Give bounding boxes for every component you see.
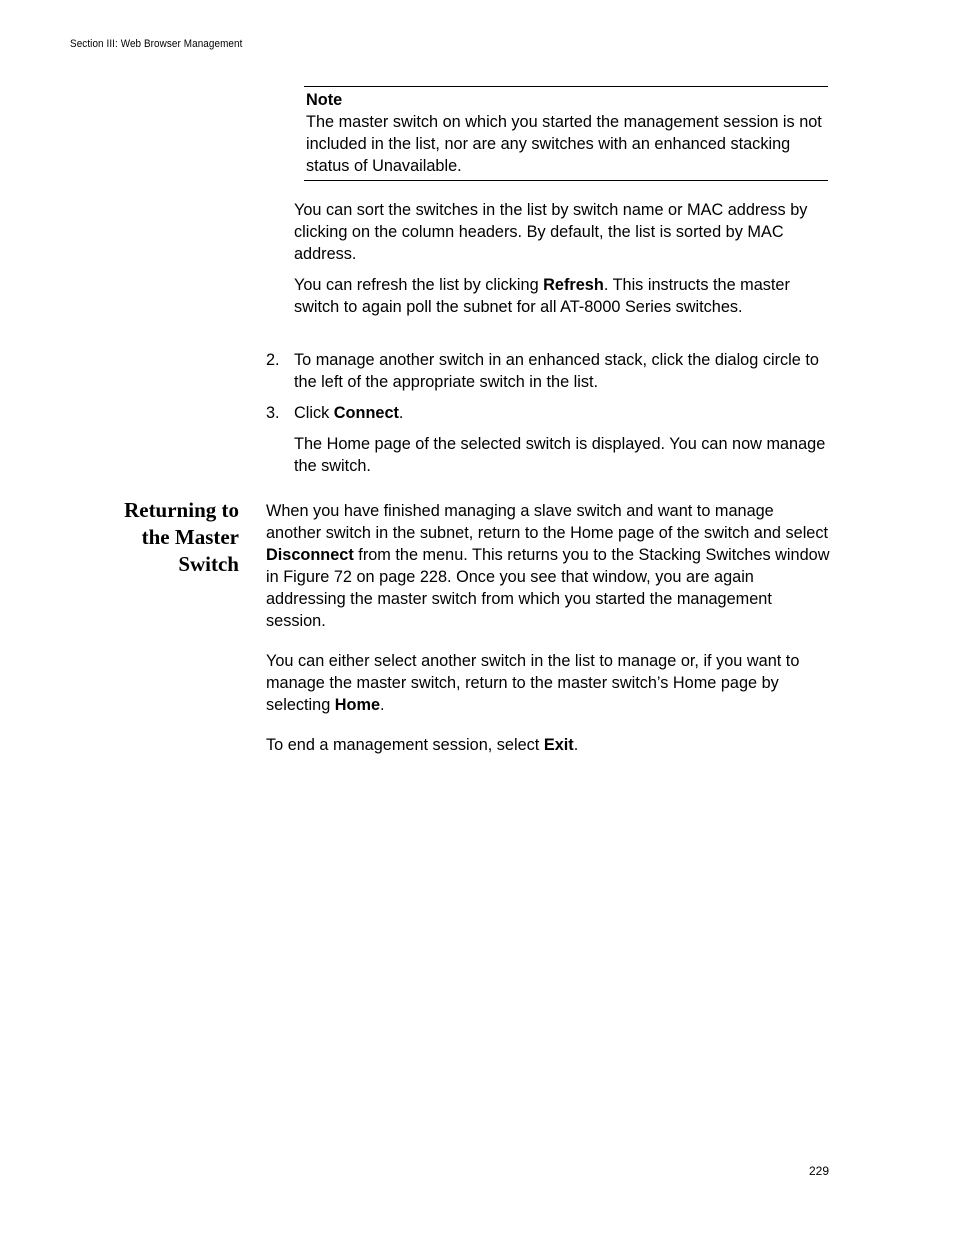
section-p1-after: from the menu. This returns you to the Stacking Switches window in Figure 72 on page 228. Once you see that window, you are again addressing the master switch from which you started the management session. — [266, 546, 830, 630]
refresh-text-after: . This instructs the master switch to again poll the subnet for all AT-8000 Series switches. — [294, 276, 790, 316]
section-paragraph-1 — [266, 500, 832, 632]
home-keyword: Home — [334, 696, 381, 714]
refresh-keyword: Refresh — [543, 276, 604, 294]
section-p2-before: You can either select another switch in the list to manage or, if you want to manage the master switch, return to the master switch’s Home page by selecting — [266, 652, 800, 714]
section-p3-after: . — [573, 736, 579, 754]
connect-keyword: Connect — [333, 404, 399, 422]
section-heading — [59, 497, 239, 578]
step-3-number: 3. — [266, 404, 280, 422]
note-text: The master switch on which you started the management session is not included in the list, nor are any switches with an enhanced stacking status of Unavailable. — [306, 113, 822, 175]
note-box — [304, 86, 828, 181]
sort-paragraph: You can sort the switches in the list by switch name or MAC address by clicking on the column headers. By default, the list is sorted by MAC address. — [294, 201, 808, 263]
section-paragraph-2 — [266, 650, 832, 716]
step-2-number: 2. — [266, 351, 280, 369]
section-heading-line-2: the Master — [141, 525, 239, 549]
running-header: Section III: Web Browser Management — [70, 38, 243, 50]
step-3-text — [294, 402, 834, 424]
disconnect-keyword: Disconnect — [266, 546, 354, 564]
step-3-text-before: Click — [294, 404, 334, 422]
step-2-text: To manage another switch in an enhanced stack, click the dialog circle to the left of the appropriate switch in the list. — [294, 351, 819, 391]
refresh-paragraph — [294, 274, 834, 318]
section-p3-before: To end a management session, select — [266, 736, 544, 754]
step-3-text-after: . — [398, 404, 404, 422]
section-p2-after: . — [380, 696, 385, 714]
section-heading-line-3: Switch — [178, 552, 239, 576]
note-title: Note — [306, 91, 343, 109]
section-paragraph-3 — [266, 734, 832, 756]
section-heading-line-1: Returning to — [124, 498, 239, 522]
section-p1-before: When you have finished managing a slave switch and want to manage another switch in the subnet, return to the Home page of the switch and select — [266, 502, 829, 542]
step-3-result: The Home page of the selected switch is displayed. You can now manage the switch. — [294, 435, 826, 475]
refresh-text-before: You can refresh the list by clicking — [294, 276, 544, 294]
page-number: 229 — [809, 1164, 830, 1178]
exit-keyword: Exit — [543, 736, 574, 754]
